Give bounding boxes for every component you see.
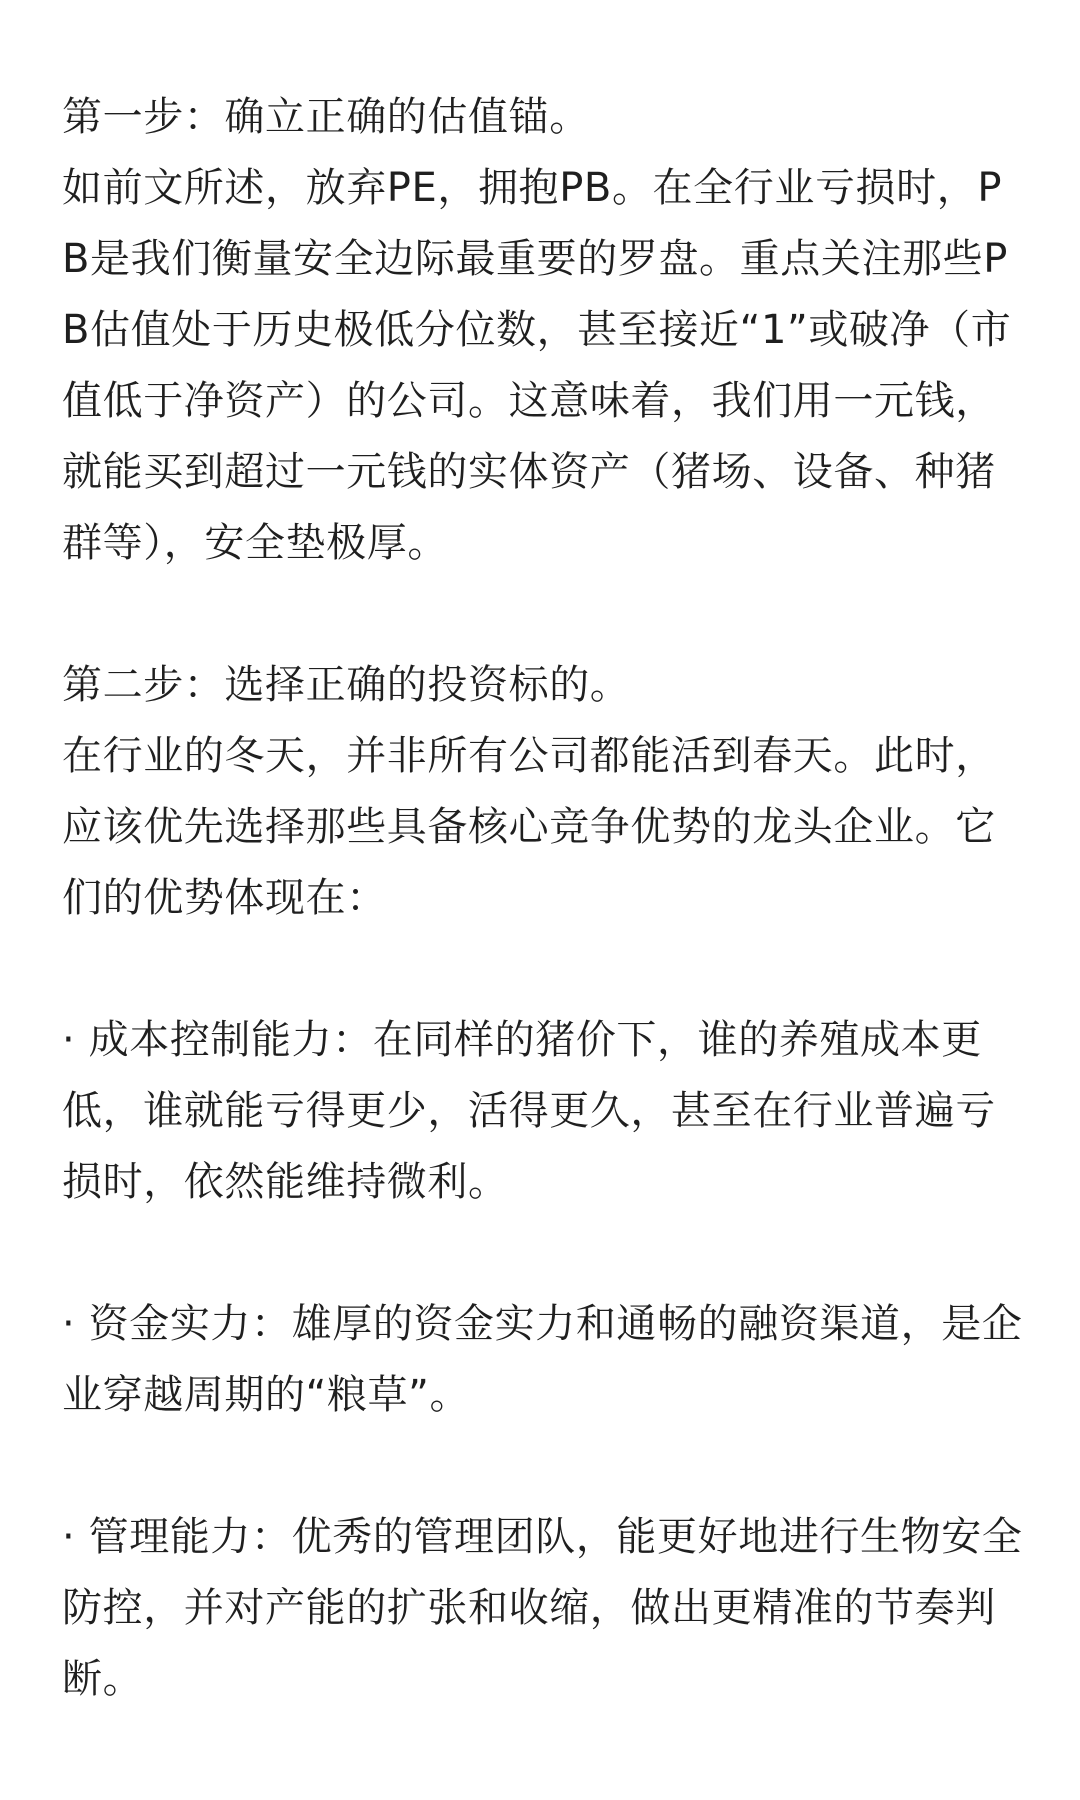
paragraph-spacer (62, 934, 1028, 1005)
article-body (62, 82, 1028, 1715)
bullet-cost-control: · 成本控制能力：在同样的猪价下，谁的养殖成本更低，谁就能亏得更少，活得更久，甚至在行业普遍亏损时，依然能维持微利。 (62, 1017, 996, 1205)
paragraph-spacer (62, 579, 1028, 650)
section-1-body: 如前文所述，放弃PE，拥抱PB。在全行业亏损时，PB是我们衡量安全边际最重要的罗盘。重点关注那些PB估值处于历史极低分位数，甚至接近“1”或破净（市值低于净资产）的公司。这意味着，我们用一元钱，就能买到超过一元钱的实体资产（猪场、设备、种猪群等），安全垫极厚。 (62, 165, 1012, 566)
bullet-management: · 管理能力：优秀的管理团队，能更好地进行生物安全防控，并对产能的扩张和收缩，做出更精准的节奏判断。 (62, 1514, 1023, 1702)
section-2-body: 在行业的冬天，并非所有公司都能活到春天。此时，应该优先选择那些具备核心竞争优势的龙头企业。它们的优势体现在： (62, 733, 996, 921)
paragraph-spacer (62, 1218, 1028, 1289)
section-1-heading: 第一步：确立正确的估值锚。 (62, 94, 590, 140)
bullet-capital-strength: · 资金实力：雄厚的资金实力和通畅的融资渠道，是企业穿越周期的“粮草”。 (62, 1301, 1023, 1418)
paragraph-spacer (62, 1431, 1028, 1502)
section-2-heading: 第二步：选择正确的投资标的。 (62, 662, 631, 708)
